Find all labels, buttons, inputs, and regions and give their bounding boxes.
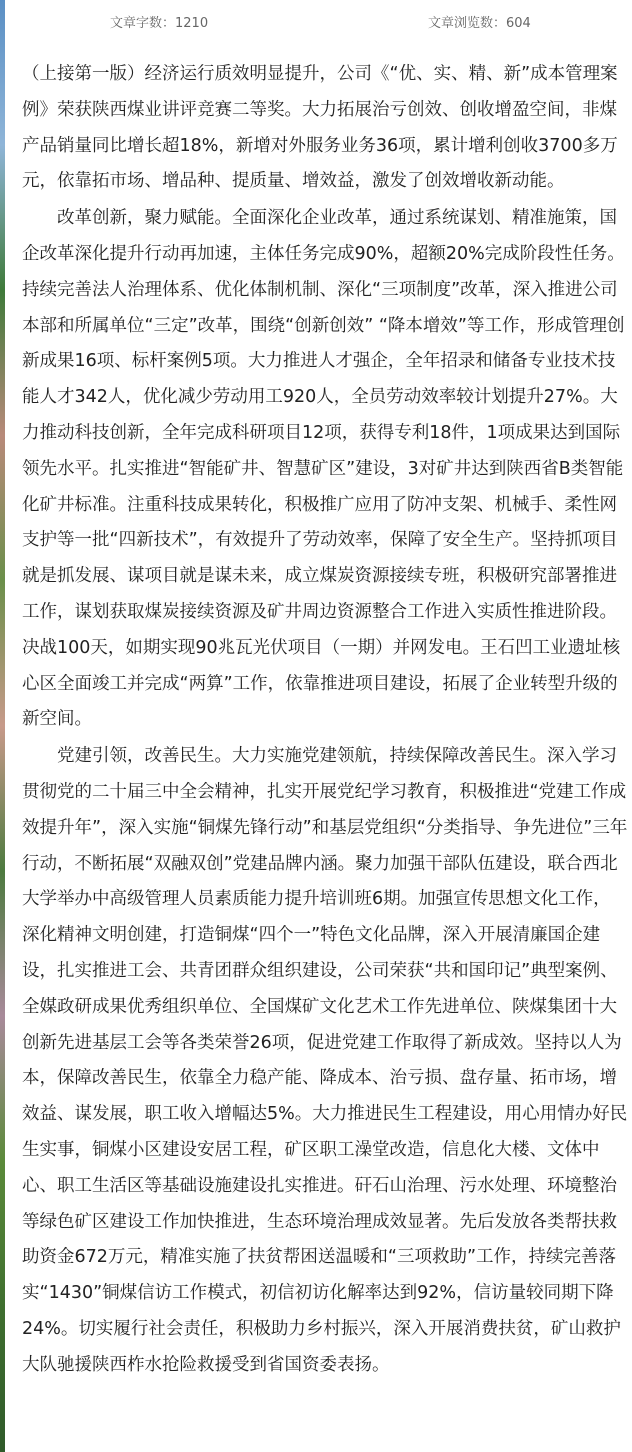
background-edge bbox=[0, 0, 5, 1452]
article-paragraph: （上接第一版）经济运行质效明显提升，公司《“优、实、精、新”成本管理案例》荣获陕西煤业讲评竞赛二等奖。大力拓展治亏创效、创收增盈空间，非煤产品销量同比增长超18%，新增对外服务业务36项，累计增利创收3700多万元，依靠拓市场、增品种、提质量、增效益，激发了创效增收新动能。 bbox=[22, 64, 618, 192]
article-body bbox=[22, 57, 628, 1384]
article-meta bbox=[0, 12, 632, 34]
word-count: 文章字数：1210 bbox=[110, 16, 209, 31]
article-paragraph: 改革创新，聚力赋能。全面深化企业改革，通过系统谋划、精准施策，国企改革深化提升行动再加速，主体任务完成90%，超额20%完成阶段性任务。持续完善法人治理体系、优化体制机制、深化“三项制度”改革，深入推进公司本部和所属单位“三定”改革，围绕“创新创效” “降本增效”等工作，形成管理创新成果16项、标杆案例5项。大力推进人才强企，全年招录和储备专业技术技能人才342人，优化减少劳动用工920人，全员劳动效率较计划提升27%。大力推动科技创新，全年完成科研项目12项，获得专利18件，1项成果达到国际领先水平。扎实推进“智能矿井、智慧矿区”建设，3对矿井达到陕西省B类智能化矿井标准。注重科技成果转化，积极推广应用了防冲支架、机械手、柔性网支护等一批“四新技术”，有效提升了劳动效率，保障了安全生产。坚持抓项目就是抓发展、谋项目就是谋未来，成立煤炭资源接续专班，积极研究部署推进工作，谋划获取煤炭接续资源及矿井周边资源整合工作进入实质性推进阶段。决战100天，如期实现90兆瓦光伏项目（一期）并网发电。王石凹工业遗址核心区全面竣工并完成“两算”工作，依靠推进项目建设，拓展了企业转型升级的新空间。 bbox=[22, 208, 625, 730]
view-count: 文章浏览数：604 bbox=[428, 16, 531, 31]
article-paragraph: 党建引领，改善民生。大力实施党建领航，持续保障改善民生。深入学习贯彻党的二十届三中全会精神，扎实开展党纪学习教育，积极推进“党建工作成效提升年”，深入实施“铜煤先锋行动”和基层党组织“分类指导、争先进位”三年行动，不断拓展“双融双创”党建品牌内涵。聚力加强干部队伍建设，联合西北大学举办中高级管理人员素质能力提升培训班6期。加强宣传思想文化工作，深化精神文明创建，打造铜煤“四个一”特色文化品牌，深入开展清廉国企建设，扎实推进工会、共青团群众组织建设，公司荣获“共和国印记”典型案例、全媒政研成果优秀组织单位、全国煤矿文化艺术工作先进单位、陕煤集团十大创新先进基层工会等各类荣誉26项，促进党建工作取得了新成效。坚持以人为本，保障改善民生，依靠全力稳产能、降成本、治亏损、盘存量、拓市场，增效益、谋发展，职工收入增幅达5%。大力推进民生工程建设，用心用情办好民生实事，铜煤小区建设安居工程，矿区职工澡堂改造，信息化大楼、文体中心、职工生活区等基础设施建设扎实推进。矸石山治理、污水处理、环境整治等绿色矿区建设工作加快推进，生态环境治理成效显著。先后发放各类帮扶救助资金672万元，精准实施了扶贫帮困送温暖和“三项救助”工作，持续完善落实“1430”铜煤信访工作模式，初信初访化解率达到92%，信访量较同期下降24%。切实履行社会责任，积极助力乡村振兴，深入开展消费扶贫，矿山救护大队驰援陕西柞水抢险救援受到省国资委表扬。 bbox=[22, 746, 628, 1375]
